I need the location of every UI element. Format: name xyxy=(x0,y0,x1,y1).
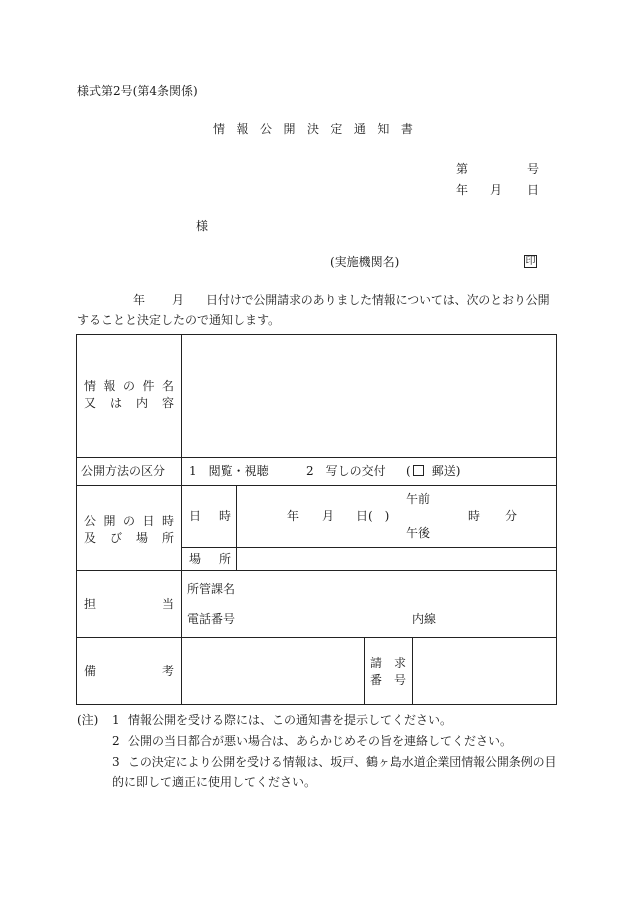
datetime-year: 年 xyxy=(287,509,300,523)
mail-checkbox[interactable] xyxy=(413,465,424,476)
body-text-line1: 日付けで公開請求のありました情報については、次のとおり公開 xyxy=(206,293,550,307)
label-department: 所管課名 xyxy=(187,582,236,596)
note-2-text: 公開の当日都合が悪い場合は、あらかじめその旨を連絡してください。 xyxy=(128,734,513,748)
method-option-copy: 2 写しの交付 xyxy=(306,464,386,478)
method-option-mail[interactable]: ( 郵送) xyxy=(406,464,461,478)
table-rule xyxy=(181,547,557,548)
notes-prefix: (注) xyxy=(77,713,99,727)
datetime-hour: 時 xyxy=(468,509,481,523)
table-rule xyxy=(364,637,365,705)
datetime-minute: 分 xyxy=(505,509,518,523)
form-number: 様式第2号(第4条関係) xyxy=(77,84,198,98)
seal-icon: 印 xyxy=(525,255,536,267)
note-3-number: 3 xyxy=(112,755,120,769)
table-rule xyxy=(236,485,237,570)
label-request-line1: 請 求 xyxy=(370,656,406,670)
table-rule xyxy=(76,637,557,638)
datetime-am: 午前 xyxy=(406,492,431,506)
doc-number-dai: 第 xyxy=(456,162,469,176)
note-3-text: この決定により公開を受ける情報は、坂戸、鶴ヶ島水道企業団情報公開条例の目 xyxy=(128,755,557,769)
body-year: 年 xyxy=(133,293,146,307)
label-remarks: 備 考 xyxy=(84,664,174,678)
label-extension: 内線 xyxy=(412,612,437,626)
label-datetime-line2: 及 び 場 所 xyxy=(84,531,174,545)
label-request-line2: 番 号 xyxy=(370,673,406,687)
date-year: 年 xyxy=(456,183,469,197)
body-text-line2: することと決定したので通知します。 xyxy=(77,313,281,327)
label-datetime-line1: 公 開 の 日 時 xyxy=(84,514,174,528)
body-month: 月 xyxy=(172,293,185,307)
document-title: 情 報 公 開 決 定 通 知 書 xyxy=(213,122,413,136)
datetime-day: 日( ) xyxy=(356,509,390,523)
label-person-in-charge: 担 当 xyxy=(84,597,174,611)
datetime-month: 月 xyxy=(322,509,335,523)
label-place: 場 所 xyxy=(189,552,231,566)
table-rule xyxy=(76,570,557,571)
note-1-number: 1 xyxy=(112,713,120,727)
table-rule xyxy=(76,485,557,486)
label-phone: 電話番号 xyxy=(187,612,236,626)
addressee-sama: 様 xyxy=(196,219,209,233)
table-rule xyxy=(181,334,182,705)
table-rule xyxy=(412,637,413,705)
table-rule xyxy=(76,457,557,458)
datetime-pm: 午後 xyxy=(406,526,431,540)
doc-number-go: 号 xyxy=(527,162,540,176)
note-1-text: 情報公開を受ける際には、この通知書を提示してください。 xyxy=(128,713,453,727)
note-3-text-cont: 的に即して適正に使用してください。 xyxy=(112,775,317,789)
label-subject-line2: 又 は 内 容 xyxy=(84,396,174,410)
label-subject-line1: 情 報 の 件 名 xyxy=(84,379,174,393)
label-disclosure-method: 公開方法の区分 xyxy=(81,464,166,478)
label-date-time: 日 時 xyxy=(189,509,231,523)
agency-label: (実施機関名) xyxy=(330,255,400,269)
date-day: 日 xyxy=(527,183,540,197)
date-month: 月 xyxy=(490,183,503,197)
note-2-number: 2 xyxy=(112,734,120,748)
method-option-view: 1 閲覧・視聴 xyxy=(189,464,269,478)
